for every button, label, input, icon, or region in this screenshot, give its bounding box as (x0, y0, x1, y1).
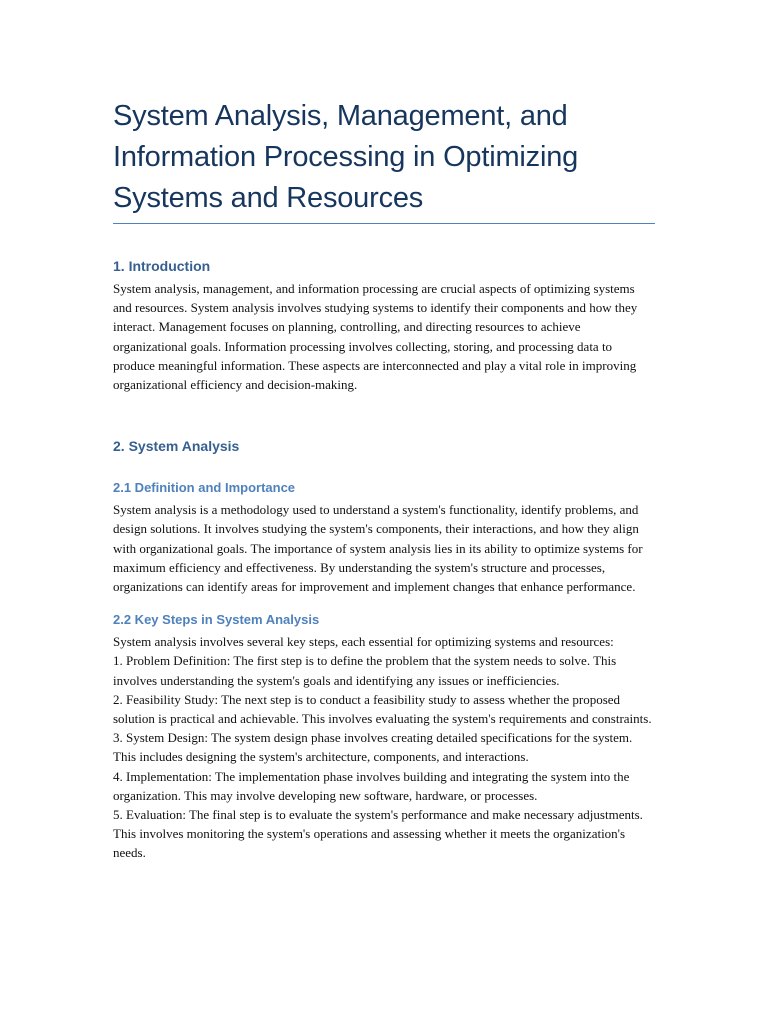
title-underline (113, 223, 655, 224)
paragraph-definition: System analysis is a methodology used to understand a system's functionality, identify problems, and design solutions. It involves studying the system's components, their interactions, and how they align with organizational goals. The importance of system analysis lies in its ability to optimize systems for maximum efficiency and effectiveness. By understanding the system's structure and processes, organizations can identify areas for improvement and implement changes that enhance performance. (113, 502, 643, 595)
heading-definition-importance: 2.1 Definition and Importance (113, 480, 296, 496)
key-steps-body (113, 632, 655, 862)
subsection-definition (113, 480, 655, 596)
step-implementation: 4. Implementation: The implementation phase involves building and integrating the system into the organization. This may involve developing new software, hardware, or processes. (113, 768, 630, 803)
step-problem-definition: 1. Problem Definition: The first step is to define the problem that the system needs to solve. This involves understanding the system's goals and identifying any issues or inefficiencies. (113, 653, 617, 688)
section-introduction (113, 258, 655, 394)
heading-key-steps: 2.2 Key Steps in System Analysis (113, 612, 320, 628)
heading-introduction: 1. Introduction (113, 258, 211, 274)
document-page (113, 96, 655, 863)
step-evaluation: 5. Evaluation: The final step is to evaluate the system's performance and make necessary adjustments. This involves monitoring the system's operations and assessing whether it meets the organization's needs. (113, 807, 643, 861)
heading-system-analysis: 2. System Analysis (113, 438, 240, 455)
step-feasibility-study: 2. Feasibility Study: The next step is to conduct a feasibility study to assess whether the proposed solution is practical and achievable. This involves evaluating the system's requirements and constraints. (113, 691, 652, 727)
paragraph-introduction: System analysis, management, and information processing are crucial aspects of optimizing systems and resources. System analysis involves studying systems to identify their components and how they interact. Management focuses on planning, controlling, and directing resources to achieve organizational goals. Information processing involves collecting, storing, and processing data to produce meaningful information. These aspects are interconnected and play a vital role in improving organizational efficiency and decision-making. (113, 281, 638, 393)
section-system-analysis (113, 438, 655, 862)
subsection-key-steps (113, 612, 655, 862)
key-steps-intro: System analysis involves several key steps, each essential for optimizing systems and resources: (113, 634, 614, 650)
document-title: System Analysis, Management, and Information Processing in Optimizing Systems and Resources (113, 100, 579, 214)
step-system-design: 3. System Design: The system design phase involves creating detailed specifications for the system. This includes designing the system's architecture, components, and interactions. (113, 730, 633, 765)
